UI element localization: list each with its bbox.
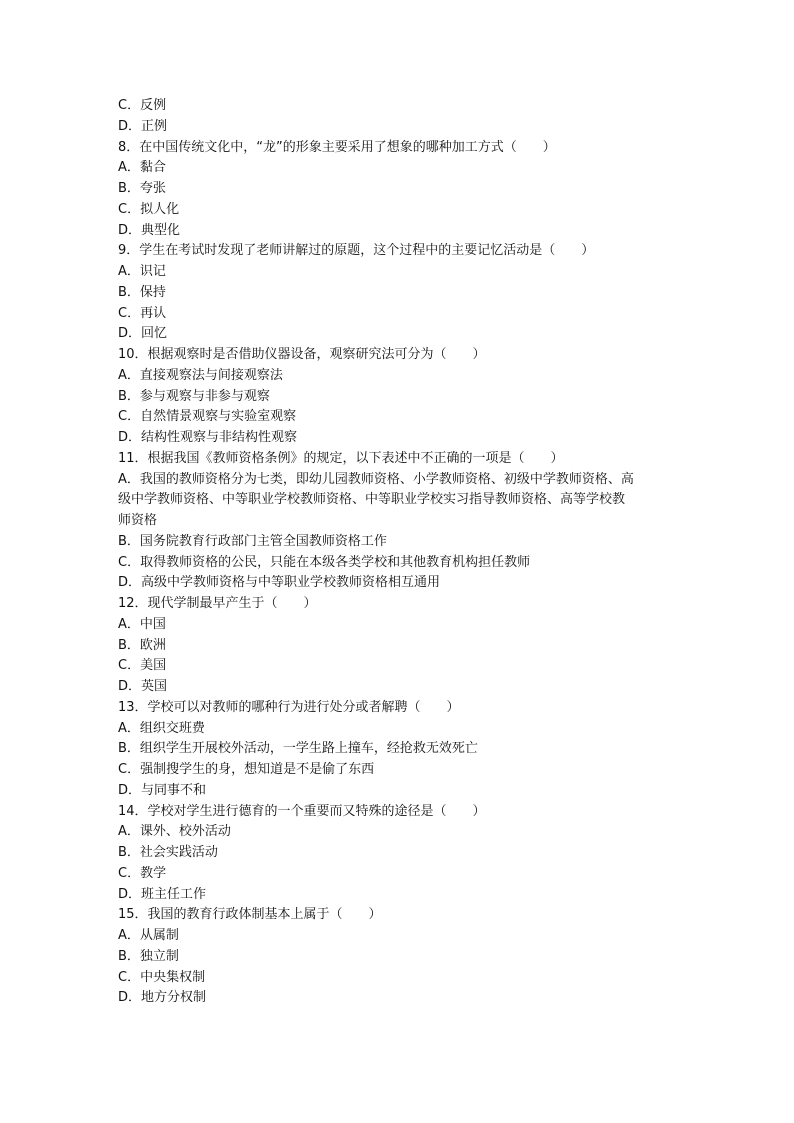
option-a: A．识记 xyxy=(118,264,166,279)
option-a: A．组织交班费 xyxy=(118,720,205,736)
option-a: A．从属制 xyxy=(118,928,179,943)
option-a: A．我国的教师资格分为七类，即幼儿园教师资格、小学教师资格、初级中学教师资格、高 xyxy=(118,471,634,487)
question-8: 8．在中国传统文化中，“龙”的形象主要采用了想象的哪种加工方式（ ） xyxy=(118,139,556,155)
option-b: B．欧洲 xyxy=(118,637,166,653)
option-c: C．教学 xyxy=(118,865,167,881)
option-b: B．夸张 xyxy=(118,181,166,196)
option-d: D．高级中学教师资格与中等职业学校教师资格相互通用 xyxy=(118,575,441,591)
option-b: B．社会实践活动 xyxy=(118,845,218,860)
exam-questions-text xyxy=(118,96,678,1009)
option-c: C．美国 xyxy=(118,658,167,674)
option-d: D．英国 xyxy=(118,679,168,694)
question-12: 12．现代学制最早产生于（ ） xyxy=(118,596,317,611)
option-a-continued: 师资格 xyxy=(118,513,158,528)
option-c: C．强制搜学生的身，想知道是不是偷了东西 xyxy=(118,762,375,777)
option-a: A．黏合 xyxy=(118,160,166,176)
option-d: D．与同事不和 xyxy=(118,782,207,798)
option-d: D．回忆 xyxy=(118,326,168,342)
option-c: C．中央集权制 xyxy=(118,969,206,985)
option-c: C．取得教师资格的公民，只能在本级各类学校和其他教育机构担任教师 xyxy=(118,554,531,570)
option-a: A．中国 xyxy=(118,616,166,632)
option-a: A．课外、校外活动 xyxy=(118,824,231,840)
option-c: C．反例 xyxy=(118,98,167,113)
option-c: C．自然情景观察与实验室观察 xyxy=(118,409,297,425)
option-c: C．拟人化 xyxy=(118,201,180,217)
option-a-continued: 级中学教师资格、中等职业学校教师资格、中等职业学校实习指导教师资格、高等学校教 xyxy=(118,492,626,508)
option-b: B．参与观察与非参与观察 xyxy=(118,388,270,404)
question-14: 14．学校对学生进行德育的一个重要而又特殊的途径是（ ） xyxy=(118,803,486,819)
option-c: C．再认 xyxy=(118,305,167,321)
option-d: D．正例 xyxy=(118,118,168,134)
option-d: D．班主任工作 xyxy=(118,886,207,902)
option-d: D．典型化 xyxy=(118,222,181,238)
option-d: D．结构性观察与非结构性观察 xyxy=(118,430,298,445)
question-9: 9．学生在考试时发现了老师讲解过的原题，这个过程中的主要记忆活动是（ ） xyxy=(118,243,595,259)
option-b: B．组织学生开展校外活动，一学生路上撞车，经抢救无效死亡 xyxy=(118,741,478,757)
question-11: 11．根据我国《教师资格条例》的规定，以下表述中不正确的一项是（ ） xyxy=(118,450,564,466)
option-b: B．国务院教育行政部门主管全国教师资格工作 xyxy=(118,533,387,549)
option-d: D．地方分权制 xyxy=(118,990,207,1006)
option-b: B．独立制 xyxy=(118,948,179,964)
question-10: 10．根据观察时是否借助仪器设备，观察研究法可分为（ ） xyxy=(118,347,486,362)
option-a: A．直接观察法与间接观察法 xyxy=(118,367,283,383)
option-b: B．保持 xyxy=(118,284,166,300)
question-13: 13．学校可以对教师的哪种行为进行处分或者解聘（ ） xyxy=(118,699,460,715)
question-15: 15．我国的教育行政体制基本上属于（ ） xyxy=(118,907,382,923)
